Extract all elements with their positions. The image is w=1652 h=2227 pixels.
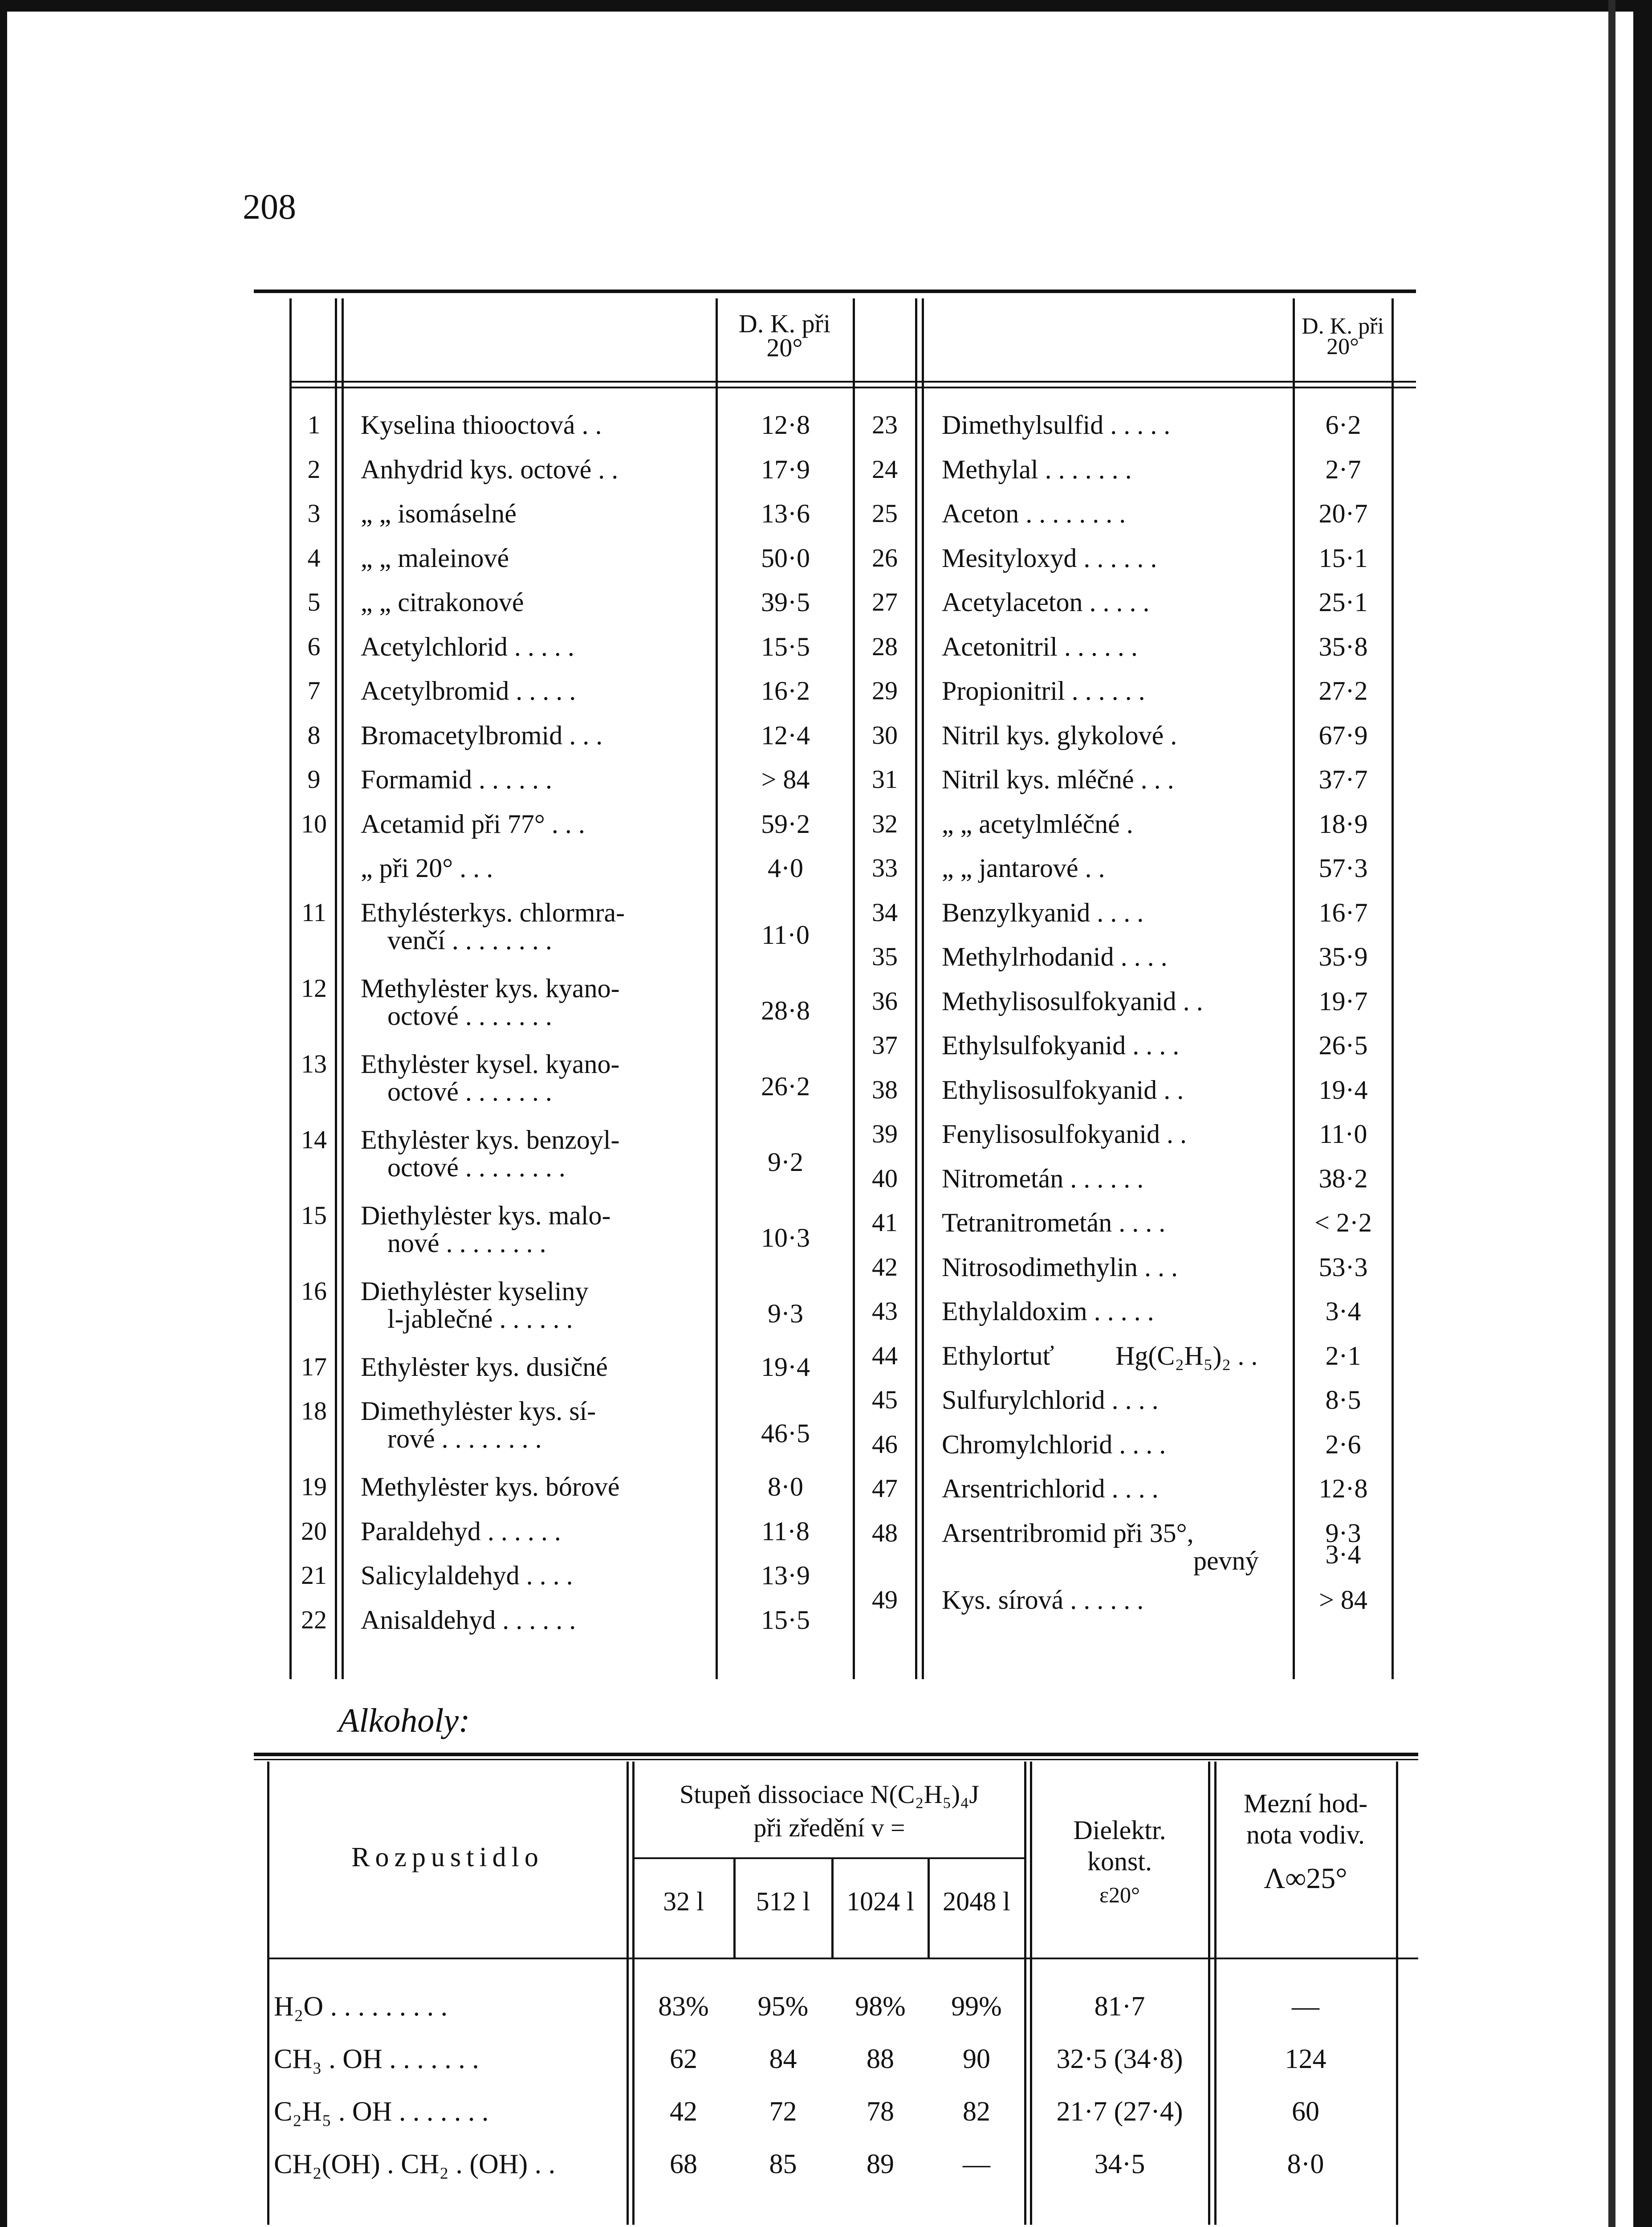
compound-name: Ethylésterkys. chlormra-: [361, 897, 625, 927]
compound-name: Ethylėster kys. dusičné: [361, 1352, 608, 1382]
compound-name: Nitril kys. glykolové .: [942, 720, 1177, 750]
dielectric-value: 46·5: [761, 1419, 810, 1448]
header-dielectric-3: ε20°: [1099, 1882, 1140, 1907]
row-number: 10: [301, 809, 327, 838]
compound-name-cont: octové . . . . . . .: [387, 1077, 552, 1106]
dielectric-value: 13·9: [761, 1561, 810, 1590]
compound-name: Ethylsulfokyanid . . . .: [942, 1031, 1180, 1060]
dissoc-32: 68: [670, 2149, 697, 2179]
compound-name: Methylisosulfokyanid . .: [942, 986, 1203, 1016]
compound-name: Methylrhodanid . . . .: [942, 942, 1168, 971]
compound-name: Kys. sírová . . . . . .: [942, 1585, 1144, 1615]
dissoc-512: 72: [769, 2096, 797, 2127]
dielectric-value: 3·4: [1325, 1297, 1361, 1326]
dielectric-value: > 84: [761, 765, 810, 794]
row-number: 30: [872, 720, 898, 750]
row-number: 29: [872, 676, 898, 705]
compound-name: Ethylisosulfokyanid . .: [942, 1075, 1184, 1105]
dissoc-1024: 98%: [855, 1991, 906, 2022]
compound-name-cont: l-jablečné . . . . . .: [387, 1304, 573, 1334]
dielectric-value: 57·3: [1318, 853, 1368, 883]
dielectric-value: 26·2: [761, 1071, 810, 1101]
dielectric-value: 37·7: [1318, 765, 1368, 794]
dielectric-value: 2·1: [1325, 1341, 1361, 1370]
dissoc-32: 62: [670, 2044, 697, 2074]
limiting-conductivity: 8·0: [1287, 2149, 1324, 2179]
compound-name: Bromacetylbromid . . .: [361, 720, 603, 750]
compound-name-cont: venčí . . . . . . . .: [387, 925, 552, 955]
dielectric-constant: 32·5 (34·8): [1056, 2044, 1183, 2074]
compound-name-cont: nové . . . . . . . .: [387, 1228, 546, 1258]
dissoc-32: 42: [670, 2096, 697, 2127]
header-dk-left: D. K. při 20°: [738, 309, 831, 362]
table-top-rule-thin: [254, 1759, 1418, 1760]
compound-name: Propionitril . . . . . .: [942, 676, 1145, 706]
dielectric-value: 9·2: [768, 1147, 803, 1177]
compound-name: Anhydrid kys. octové . .: [361, 454, 618, 484]
dielectric-value: < 2·2: [1314, 1208, 1372, 1237]
dielectric-value: 11·8: [761, 1516, 810, 1546]
header-dielectric-2: konst.: [1087, 1847, 1152, 1876]
alcohol-solvents-table: [254, 1753, 1418, 2225]
header-dilution-512: 512 l: [756, 1887, 810, 1916]
dissoc-2048: 90: [963, 2044, 990, 2074]
header-dissociation-1: Stupeň dissociace N(C₂H₅)₄J: [680, 1780, 979, 1809]
row-number: 1: [307, 410, 321, 439]
dielectric-value: 19·4: [1318, 1075, 1368, 1105]
header-limit-3: Λ∞25°: [1264, 1862, 1347, 1895]
compound-name: Acetylbromid . . . . .: [361, 676, 576, 706]
compound-name: Methylal . . . . . . .: [942, 454, 1132, 484]
dielectric-value: 9·3: [768, 1298, 803, 1328]
compound-name: Ethylėster kysel. kyano-: [361, 1049, 620, 1079]
row-number: 26: [872, 543, 898, 572]
compound-name: Diethylėster kys. malo-: [361, 1200, 611, 1230]
dissoc-sub-rule: [632, 1857, 1024, 1859]
solvent-name: C₂H₅ . OH . . . . . . .: [274, 2096, 489, 2127]
dielectric-value: 10·3: [761, 1223, 810, 1252]
row-number: 12: [301, 973, 327, 1003]
dielectric-value: 19·7: [1318, 986, 1368, 1016]
dissoc-512: 85: [769, 2149, 797, 2179]
row-number: 44: [872, 1341, 898, 1370]
dissoc-1024: 88: [867, 2044, 894, 2074]
dielectric-value: 28·8: [761, 995, 810, 1025]
row-number: 16: [301, 1276, 327, 1305]
vline: [853, 298, 855, 1679]
vline: [335, 298, 337, 1679]
row-number: 42: [872, 1252, 898, 1281]
vline: [627, 1762, 629, 2225]
compound-name: Ethylortuť: [942, 1341, 1054, 1370]
row-number: 27: [872, 587, 898, 616]
vline: [1024, 1762, 1026, 2225]
dielectric-value: 6·2: [1325, 410, 1361, 440]
compound-name-cont: octové . . . . . . . .: [387, 1152, 566, 1182]
compound-name: „ při 20° . . .: [361, 853, 493, 883]
solvent-name: CH₃ . OH . . . . . . .: [274, 2044, 479, 2074]
compound-name: Kyselina thiooctová . .: [361, 410, 602, 440]
dielectric-constants-table: [254, 290, 1416, 1679]
dielectric-constant: 21·7 (27·4): [1056, 2096, 1183, 2127]
compound-name: „ „ jantarové . .: [942, 853, 1105, 883]
row-number: 6: [307, 632, 321, 661]
dielectric-value: 35·9: [1318, 942, 1368, 971]
row-number: 38: [872, 1075, 898, 1104]
dielectric-value: 38·2: [1318, 1163, 1368, 1193]
compound-name: Sulfurylchlorid . . . .: [942, 1385, 1159, 1415]
vline: [915, 298, 917, 1679]
row-number: 23: [872, 410, 898, 439]
vline: [1396, 1762, 1398, 2225]
dielectric-value: 11·0: [761, 920, 810, 950]
compound-name: Dimethylsulfid . . . . .: [942, 410, 1171, 440]
row-number: 22: [301, 1605, 327, 1634]
solvent-name: H₂O . . . . . . . . .: [274, 1991, 448, 2022]
dissoc-32: 83%: [658, 1991, 709, 2022]
compound-name-cont: rové . . . . . . . .: [387, 1424, 542, 1453]
compound-name: Methylėster kys. bórové: [361, 1472, 620, 1501]
row-number: 34: [872, 897, 898, 927]
row-number: 18: [301, 1396, 327, 1425]
dissoc-1024: 89: [867, 2149, 894, 2179]
row-number: 24: [872, 454, 898, 484]
compound-name: Tetranitrometán . . . .: [942, 1208, 1166, 1237]
row-number: 39: [872, 1119, 898, 1148]
dielectric-value: 59·2: [761, 809, 810, 839]
row-number: 3: [307, 499, 321, 528]
row-number: 20: [301, 1516, 327, 1546]
row-number: 11: [301, 897, 326, 927]
compound-name: Anisaldehyd . . . . . .: [361, 1605, 576, 1635]
row-number: 41: [872, 1208, 898, 1237]
header-solvent: Rozpustidlo: [351, 1842, 544, 1872]
header-dissociation-2: při zředění v =: [753, 1813, 905, 1842]
scan-edge-top: [0, 0, 1652, 12]
dissoc-1024: 78: [867, 2096, 894, 2127]
row-number: 15: [301, 1200, 327, 1230]
dielectric-value: 12·8: [1318, 1474, 1368, 1503]
dielectric-value: 25·1: [1318, 587, 1368, 617]
vline: [289, 298, 292, 1679]
compound-name: Nitrometán . . . . . .: [942, 1163, 1144, 1193]
dielectric-constant: 81·7: [1094, 1991, 1145, 2022]
dielectric-value: 27·2: [1318, 676, 1368, 706]
dielectric-constant: 34·5: [1094, 2149, 1145, 2179]
dielectric-value: 67·9: [1318, 720, 1368, 750]
vline: [342, 298, 344, 1679]
header-dk-right: D. K. při 20°: [1302, 314, 1384, 359]
compound-name: Arsentrichlorid . . . .: [942, 1474, 1159, 1503]
compound-name: Diethylėster kyseliny: [361, 1276, 589, 1306]
limiting-conductivity: —: [1292, 1991, 1319, 2022]
dielectric-value: > 84: [1319, 1585, 1367, 1615]
dissoc-2048: 99%: [951, 1991, 1002, 2022]
compound-name: Ethylaldoxim . . . . .: [942, 1297, 1154, 1326]
row-number: 7: [307, 676, 321, 705]
dielectric-value: 17·9: [761, 454, 810, 484]
row-number: 9: [307, 765, 321, 794]
dielectric-value-2: 3·4: [1325, 1539, 1361, 1569]
vline: [267, 1762, 269, 2225]
vline: [1208, 1762, 1210, 2225]
dielectric-value: 16·2: [761, 676, 810, 706]
dielectric-value: 12·4: [761, 720, 810, 750]
dielectric-value: 20·7: [1318, 499, 1368, 528]
header-dilution-1024: 1024 l: [846, 1887, 914, 1916]
scan-edge-right: [1633, 0, 1652, 2227]
page-number: 208: [243, 188, 296, 227]
row-number: 21: [301, 1561, 327, 1590]
row-number: 14: [301, 1125, 327, 1154]
row-number: 49: [872, 1585, 898, 1614]
row-number: 36: [872, 986, 898, 1016]
dielectric-value: 2·6: [1325, 1429, 1361, 1459]
row-number: 47: [872, 1474, 898, 1503]
header-bottom-rule: [267, 1958, 1418, 1959]
dissoc-2048: —: [963, 2149, 990, 2179]
compound-name: Nitril kys. mléčné . . .: [942, 765, 1174, 794]
row-number: 43: [872, 1297, 898, 1326]
header-limit-2: nota vodiv.: [1246, 1820, 1365, 1849]
dielectric-value: 16·7: [1318, 897, 1368, 927]
compound-name: Mesityloxyd . . . . . .: [942, 543, 1157, 573]
compound-name: „ „ isomáselné: [361, 499, 517, 528]
compound-name: Benzylkyanid . . . .: [942, 897, 1144, 927]
limiting-conductivity: 124: [1285, 2044, 1326, 2074]
dielectric-value: 2·7: [1325, 454, 1361, 484]
dielectric-value: 15·1: [1318, 543, 1368, 573]
row-number: 19: [301, 1472, 327, 1501]
table-top-rule: [254, 290, 1416, 293]
row-number: 31: [872, 765, 898, 794]
compound-name: Arsentribromid při 35°,: [942, 1518, 1194, 1548]
dielectric-value: 12·8: [761, 410, 810, 440]
header-dielectric-1: Dielektr.: [1073, 1815, 1166, 1845]
row-number: 46: [872, 1429, 898, 1459]
vline: [922, 298, 924, 1679]
row-number: 17: [301, 1352, 327, 1381]
row-number: 32: [872, 809, 898, 838]
compound-name: „ „ maleinové: [361, 543, 509, 573]
compound-name: Acetonitril . . . . . .: [942, 632, 1138, 661]
row-number: 37: [872, 1031, 898, 1060]
compound-name: Acetamid při 77° . . .: [361, 809, 585, 839]
vline: [1293, 298, 1295, 1679]
compound-name: Methylėster kys. kyano-: [361, 973, 620, 1003]
dielectric-value: 53·3: [1318, 1252, 1368, 1282]
section-title-alkoholy: Alkoholy:: [338, 1702, 470, 1739]
compound-name: „ „ acetylmléčné .: [942, 809, 1133, 839]
dissoc-2048: 82: [963, 2096, 990, 2127]
vline: [1392, 298, 1394, 1679]
compound-name: Paraldehyd . . . . . .: [361, 1516, 561, 1546]
dielectric-value: 35·8: [1318, 632, 1368, 661]
table-top-rule: [254, 1753, 1418, 1756]
dielectric-value: 19·4: [761, 1352, 810, 1382]
row-number: 2: [307, 454, 321, 484]
row-number: 48: [872, 1518, 898, 1547]
limiting-conductivity: 60: [1292, 2096, 1319, 2127]
header-dilution-2048: 2048 l: [943, 1887, 1010, 1916]
compound-name: Acetylchlorid . . . . .: [361, 632, 574, 661]
solvent-name: CH₂(OH) . CH₂ . (OH) . .: [274, 2149, 556, 2179]
compound-name: Formamid . . . . . .: [361, 765, 552, 794]
compound-name: Aceton . . . . . . . .: [942, 499, 1126, 528]
compound-name: Dimethylėster kys. sí-: [361, 1396, 596, 1426]
compound-name-cont: pevný: [1193, 1546, 1259, 1575]
compound-name: Nitrosodimethylin . . .: [942, 1252, 1178, 1282]
row-number: 13: [301, 1049, 327, 1078]
compound-name: Chromylchlorid . . . .: [942, 1429, 1166, 1459]
row-number: 5: [307, 587, 321, 616]
vline: [716, 298, 718, 1679]
dielectric-value: 13·6: [761, 499, 810, 528]
dielectric-value: 9·3: [1325, 1518, 1361, 1548]
row-number: 33: [872, 853, 898, 882]
header-dilution-32: 32 l: [663, 1887, 704, 1916]
dielectric-value: 39·5: [761, 587, 810, 617]
header-limit-1: Mezní hod-: [1243, 1789, 1368, 1818]
dielectric-value: 15·5: [761, 632, 810, 661]
compound-name: Salicylaldehyd . . . .: [361, 1561, 573, 1590]
row-number: 40: [872, 1163, 898, 1193]
row-number: 28: [872, 632, 898, 661]
row-number: 35: [872, 942, 898, 971]
dielectric-value: 18·9: [1318, 809, 1368, 839]
compound-name-cont: octové . . . . . . .: [387, 1001, 552, 1031]
dielectric-value: 50·0: [761, 543, 810, 573]
compound-name: Acetylaceton . . . . .: [942, 587, 1150, 617]
compound-name: Fenylisosulfokyanid . .: [942, 1119, 1187, 1149]
compound-name: Ethylėster kys. benzoyl-: [361, 1125, 620, 1154]
dielectric-value: 26·5: [1318, 1031, 1368, 1060]
row-number: 25: [872, 499, 898, 528]
dissoc-512: 84: [769, 2044, 797, 2074]
row-number: 8: [307, 720, 321, 750]
dielectric-value: 8·0: [768, 1472, 803, 1501]
dielectric-value: 4·0: [768, 853, 803, 883]
compound-formula: Hg(C₂H₅)₂ . .: [1115, 1341, 1258, 1370]
dielectric-value: 15·5: [761, 1605, 810, 1635]
dielectric-value: 8·5: [1325, 1385, 1361, 1415]
dissoc-512: 95%: [757, 1991, 809, 2022]
scan-edge-right-inner: [1608, 0, 1615, 2227]
dielectric-value: 11·0: [1319, 1119, 1367, 1149]
row-number: 45: [872, 1385, 898, 1414]
row-number: 4: [307, 543, 321, 572]
compound-name: „ „ citrakonové: [361, 587, 524, 617]
scan-edge-left: [0, 0, 7, 2227]
